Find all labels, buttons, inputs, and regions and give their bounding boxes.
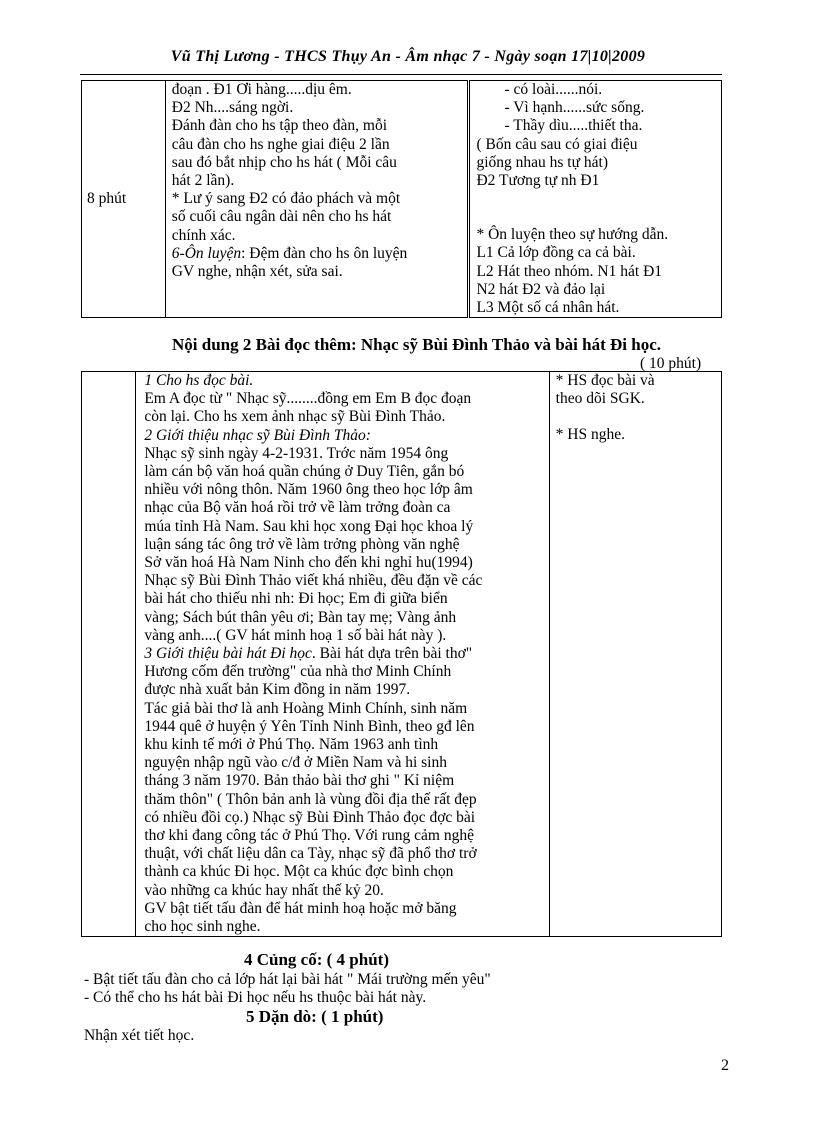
review-text: : Đệm đàn cho hs ôn luyện	[241, 244, 408, 262]
text-line: hát 2 lần).	[171, 172, 235, 190]
text-line: làm cán bộ văn hoá quần chúng ở Duy Tiên, gắn bó	[144, 463, 465, 481]
text-line: Đ2 Tương tự nh Đ1	[476, 172, 600, 190]
text-line: Tác giả bài thơ là anh Hoàng Minh Chính, sinh năm	[144, 699, 468, 717]
section-5-title	[246, 1008, 383, 1027]
section-2-time: ( 10 phút)	[640, 355, 702, 372]
text-line: * Lư ý sang Đ2 có đảo phách và một	[171, 190, 401, 208]
text-line: nhạc của Bộ văn hoá rồi trở về làm trởng đoàn ca	[144, 499, 451, 517]
subheading: 1 Cho hs đọc bài.	[144, 372, 254, 389]
lesson-table-1	[81, 80, 722, 318]
text-fragment: . Bài hát dựa trên bài thơ"	[311, 645, 473, 663]
empty-cell	[82, 372, 136, 937]
subheading: 2 Giới thiệu nhạc sỹ Bùi Đình Thảo:	[144, 426, 371, 444]
review-title: 6-Ôn luyện	[171, 244, 242, 262]
page-number: 2	[721, 1057, 729, 1074]
text-line: đoạn . Đ1 Ơi hàng.....dịu êm.	[171, 81, 352, 98]
teacher-activity-cell	[165, 81, 469, 318]
student-activity-cell	[549, 372, 721, 937]
text-line: vàng anh....( GV hát minh hoạ 1 số bài hát này ).	[144, 626, 447, 644]
text-line: thuật, với chất liệu dân ca Tày, nhạc sỹ đã phổ thơ trở	[144, 845, 477, 863]
text-line: 1944 quê ở huyện ý Yên Tỉnh Ninh Bình, theo gđ lên	[144, 717, 475, 735]
text-line: ( Bốn câu sau có giai điệu	[476, 135, 638, 153]
review-line	[172, 245, 464, 263]
text-line: thăm thôn" ( Thôn bản anh là vùng đồi địa thế rất đẹp	[144, 790, 477, 808]
subheading: 3 Giới thiệu bài hát Đi học	[144, 645, 312, 663]
text-line: số cuối câu ngân dài nên cho hs hát	[171, 208, 392, 226]
text-line: nhiều với nông thôn. Năm 1960 ông theo học lớp âm	[144, 481, 473, 499]
text-line: múa tỉnh Hà Nam. Sau khi học xong Đại học khoa lý	[144, 517, 474, 535]
text-line: L3 Một số cá nhân hát.	[476, 299, 620, 317]
section-title-text: 4 Củng cố: ( 4 phút)	[244, 950, 389, 969]
text-line: L1 Cả lớp đồng ca cả bài.	[476, 244, 636, 262]
text-line: thành ca khúc Đi học. Một ca khúc đợc bình chọn	[144, 863, 454, 881]
text-line: vào những ca khúc hay nhất thế kỷ 20.	[144, 881, 384, 899]
song-intro-line	[144, 645, 544, 663]
time-label: 8 phút	[87, 190, 127, 208]
text-line: - Thầy dìu.....thiết tha.	[504, 117, 643, 135]
section-2-heading: Nội dung 2 Bài đọc thêm: Nhạc sỹ Bùi Đình Thảo và bài hát Đi học.	[172, 335, 662, 354]
section-4-line-2: - Có thể cho hs hát bài Đi học nếu hs thuộc bài hát này.	[84, 989, 427, 1006]
teacher-activity-cell	[136, 372, 549, 937]
text-line: L2 Hát theo nhóm. N1 hát Đ1	[476, 262, 663, 280]
text-line: Hương cốm đến trường" của nhà thơ Minh Chính	[144, 663, 452, 681]
text-line: giống nhau hs tự hát)	[476, 153, 608, 171]
text-line: * HS nghe.	[555, 426, 625, 444]
text-line: Sở văn hoá Hà Nam Ninh cho đến khi nghỉ hu(1994)	[144, 554, 473, 572]
text-line: còn lại. Cho hs xem ảnh nhạc sỹ Bùi Đình Thảo.	[144, 408, 446, 426]
text-line: * HS đọc bài và	[555, 372, 655, 389]
text-line: có nhiều đồi cọ.) Nhạc sỹ Bùi Đình Thảo đọc đợc bài	[144, 808, 476, 826]
text-line: chính xác.	[171, 226, 236, 244]
text-line: luận sáng tác ông trở về làm trởng phòng văn nghệ	[144, 535, 460, 553]
text-line: tháng 3 năm 1970. Bản thảo bài thơ ghi " Kỉ niệm	[144, 772, 455, 790]
text-line: bài hát cho thiếu nhi nh: Đi học; Em đi giữa biển	[144, 590, 448, 608]
text-line: GV nghe, nhận xét, sửa sai.	[171, 263, 343, 281]
text-line: - Vì hạnh......sức sống.	[504, 99, 645, 117]
text-line: khu kinh tế mới ở Phú Thọ. Năm 1963 anh tình	[144, 736, 439, 754]
text-line: * Ôn luyện theo sự hướng dẫn.	[476, 226, 669, 244]
section-5-line-1: Nhận xét tiết học.	[84, 1027, 195, 1044]
text-line: Đánh đàn cho hs tập theo đàn, mỗi	[171, 117, 388, 135]
text-line: vàng; Sách bút thân yêu ơi; Bàn tay mẹ; Vàng ảnh	[144, 608, 457, 626]
text-line: Nhạc sỹ sinh ngày 4-2-1931. Trớc năm 1954 ông	[144, 444, 449, 462]
text-line: - có loài......nói.	[504, 81, 603, 98]
text-line: Đ2 Nh....sáng ngời.	[171, 99, 294, 117]
header-rule	[80, 74, 722, 75]
lesson-table-2	[81, 371, 722, 937]
section-4-title	[244, 951, 389, 970]
text-line: thơ khi đang công tác ở Phú Thọ. Với rung cảm nghệ	[144, 827, 474, 845]
page-header: Vũ Thị Lương - THCS Thụy An - Âm nhạc 7 - Ngày soạn 17|10|2009	[170, 48, 646, 65]
student-activity-cell	[469, 81, 722, 318]
text-line: Em A đọc từ " Nhạc sỹ........đồng em Em B đọc đoạn	[144, 390, 472, 408]
text-line: nguyện nhập ngũ vào c/đ ở Miền Nam và hi sinh	[144, 754, 447, 772]
text-line: N2 hát Đ2 và đảo lại	[476, 280, 606, 298]
section-title-text: 5 Dặn dò: ( 1 phút)	[246, 1007, 384, 1026]
text-line: GV bật tiết tấu đàn để hát minh hoạ hoặc mở băng	[144, 899, 457, 917]
section-4-line-1: - Bật tiết tấu đàn cho cả lớp hát lại bài hát " Mái trường mến yêu"	[84, 971, 491, 988]
text-line: câu đàn cho hs nghe giai điệu 2 lần	[171, 135, 390, 153]
text-line: cho học sinh nghe.	[144, 918, 261, 936]
time-cell	[82, 81, 166, 318]
text-line: được nhà xuất bản Kim đồng in năm 1997.	[144, 681, 411, 699]
text-line: theo dõi SGK.	[555, 390, 645, 408]
text-line: sau đó bắt nhịp cho hs hát ( Mỗi câu	[171, 153, 397, 171]
text-line: Nhạc sỹ Bùi Đình Thảo viết khá nhiều, đều đặn về các	[144, 572, 483, 590]
